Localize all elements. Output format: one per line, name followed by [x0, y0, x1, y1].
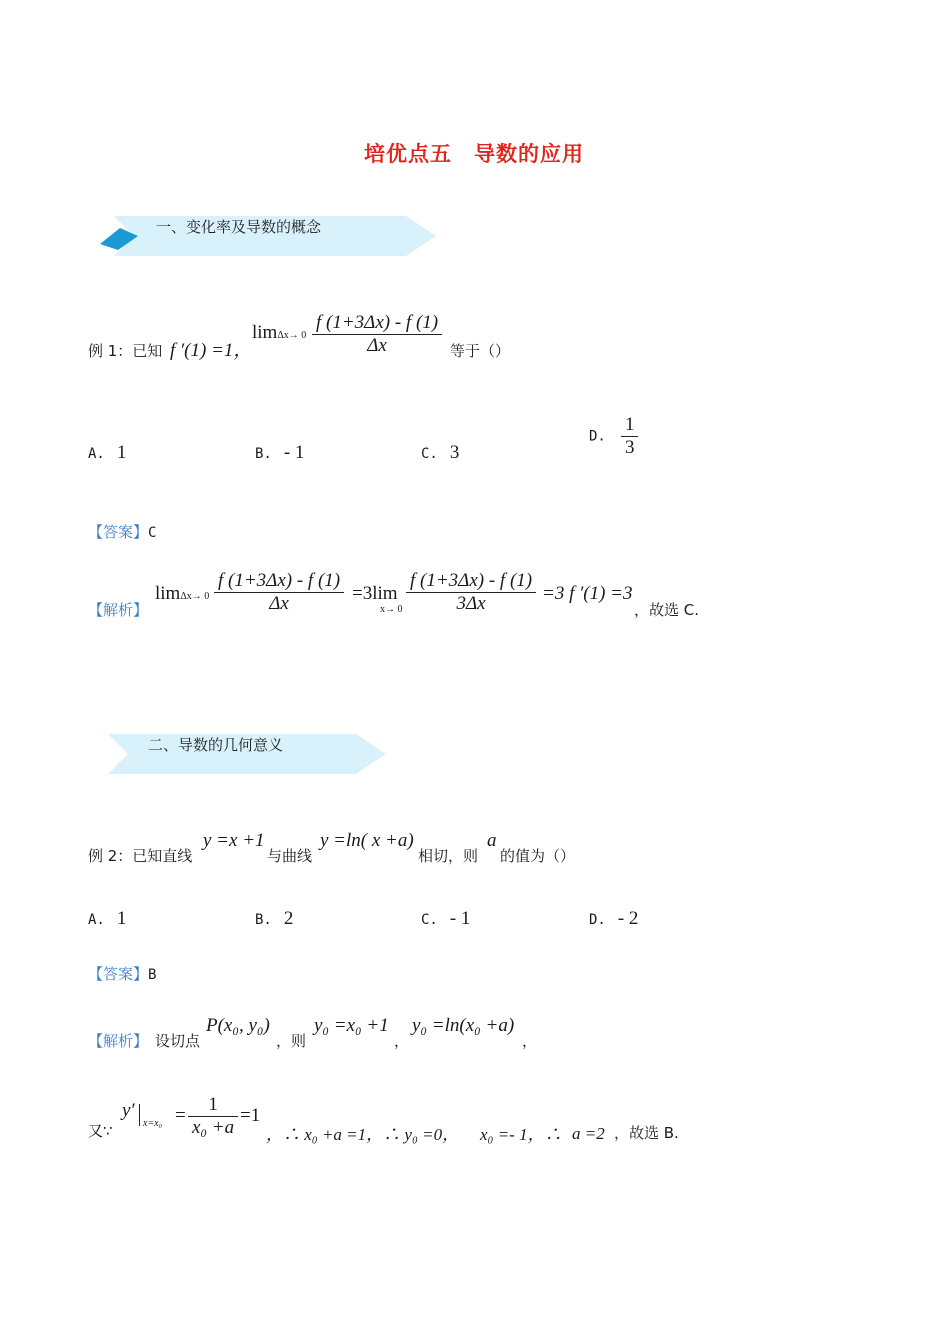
option-b[interactable]: B. 2	[255, 908, 294, 929]
analysis-1-tail: ，故选 C.	[634, 601, 700, 619]
option-a[interactable]: A. 1	[88, 908, 127, 929]
analysis-2-point: P(x₀, y₀)	[206, 1015, 270, 1036]
analysis-2-tag: 【解析】	[88, 1032, 149, 1050]
analysis-2-end: ，	[522, 1032, 538, 1050]
example-2-mid-text2: 相切，则	[418, 847, 479, 865]
option-d[interactable]: D. - 2	[589, 908, 639, 929]
analysis-1-tag: 【解析】	[88, 601, 149, 619]
page-title: 培优点五 导数的应用	[364, 142, 584, 166]
answer-2: 【答案】B	[88, 965, 157, 983]
example-2-mid-text: 与曲线	[267, 847, 313, 865]
analysis-2-seg3: a =2	[572, 1124, 605, 1143]
eval-bar	[139, 1104, 140, 1126]
option-b[interactable]: B. - 1	[255, 442, 305, 463]
example-2-label: 例 2：已知直线	[88, 847, 193, 865]
analysis-2-seg1: ，∴ x₀ +a =1，∴ y₀ =0，	[266, 1125, 460, 1144]
analysis-1-fraction-2: $\frac{f (1+3\Delta x) - f (1)}{3\Delta x}$	[406, 570, 536, 615]
answer-1: 【答案】C	[88, 523, 157, 541]
option-c[interactable]: C. 3	[421, 442, 460, 463]
analysis-1-limit: limΔx→ 0	[155, 583, 210, 604]
analysis-1-eq1: =3lim	[352, 583, 398, 604]
analysis-2-seg2: x₀ =- 1，∴	[480, 1125, 562, 1144]
analysis-2-eq-lhs: =	[175, 1105, 186, 1126]
example-2-tail: 的值为（）	[500, 847, 576, 865]
example-1-fraction: $\frac{f (1+3\Delta x) - f (1)}{\Delta x}$	[312, 312, 442, 357]
analysis-1-eq2: =3 f ′(1) =3	[542, 583, 633, 604]
analysis-2-eval-sub: x=x₀	[143, 1118, 163, 1129]
analysis-2-fraction: $\frac{1}{\text{x₀ +a}}$	[188, 1094, 238, 1139]
analysis-1-fraction-1: $\frac{f (1+3\Delta x) - f (1)}{\Delta x}$	[214, 570, 344, 615]
example-1-tail: 等于（）	[450, 342, 511, 360]
example-2-var-a: a	[487, 830, 497, 851]
example-2-curve-eq: y =ln( x +a)	[320, 830, 414, 851]
analysis-2-eq-rhs: =1	[240, 1105, 261, 1126]
analysis-2-text1: 设切点	[155, 1032, 201, 1050]
example-2-line-eq: y =x +1	[203, 830, 265, 851]
section-heading-1: 一、变化率及导数的概念	[156, 218, 322, 236]
analysis-2-eq2: y₀ =ln(x₀ +a)	[412, 1015, 515, 1036]
analysis-1-limit2-sub: x→ 0	[380, 604, 403, 615]
option-c[interactable]: C. - 1	[421, 908, 471, 929]
option-a[interactable]: A. 1	[88, 442, 127, 463]
analysis-2-yprime: y′	[122, 1100, 135, 1121]
analysis-2-tail: ，故选 B.	[614, 1124, 679, 1142]
analysis-2-start: 又∵	[88, 1122, 113, 1140]
analysis-2-eq1: y₀ =x₀ +1	[314, 1015, 389, 1036]
analysis-2-sep: ，	[394, 1032, 410, 1050]
section-heading-2: 二、导数的几何意义	[148, 736, 284, 754]
example-1-limit: limΔx→ 0	[252, 322, 307, 343]
option-d[interactable]: D. $\frac{1}{3}$	[589, 414, 638, 459]
example-1-label: 例 1：已知	[88, 342, 163, 360]
example-1-condition: f ′(1) =1，	[170, 340, 253, 361]
section-banner-2	[108, 734, 388, 774]
section-banner-1	[100, 216, 440, 256]
analysis-2-text2: ，则	[276, 1032, 307, 1050]
